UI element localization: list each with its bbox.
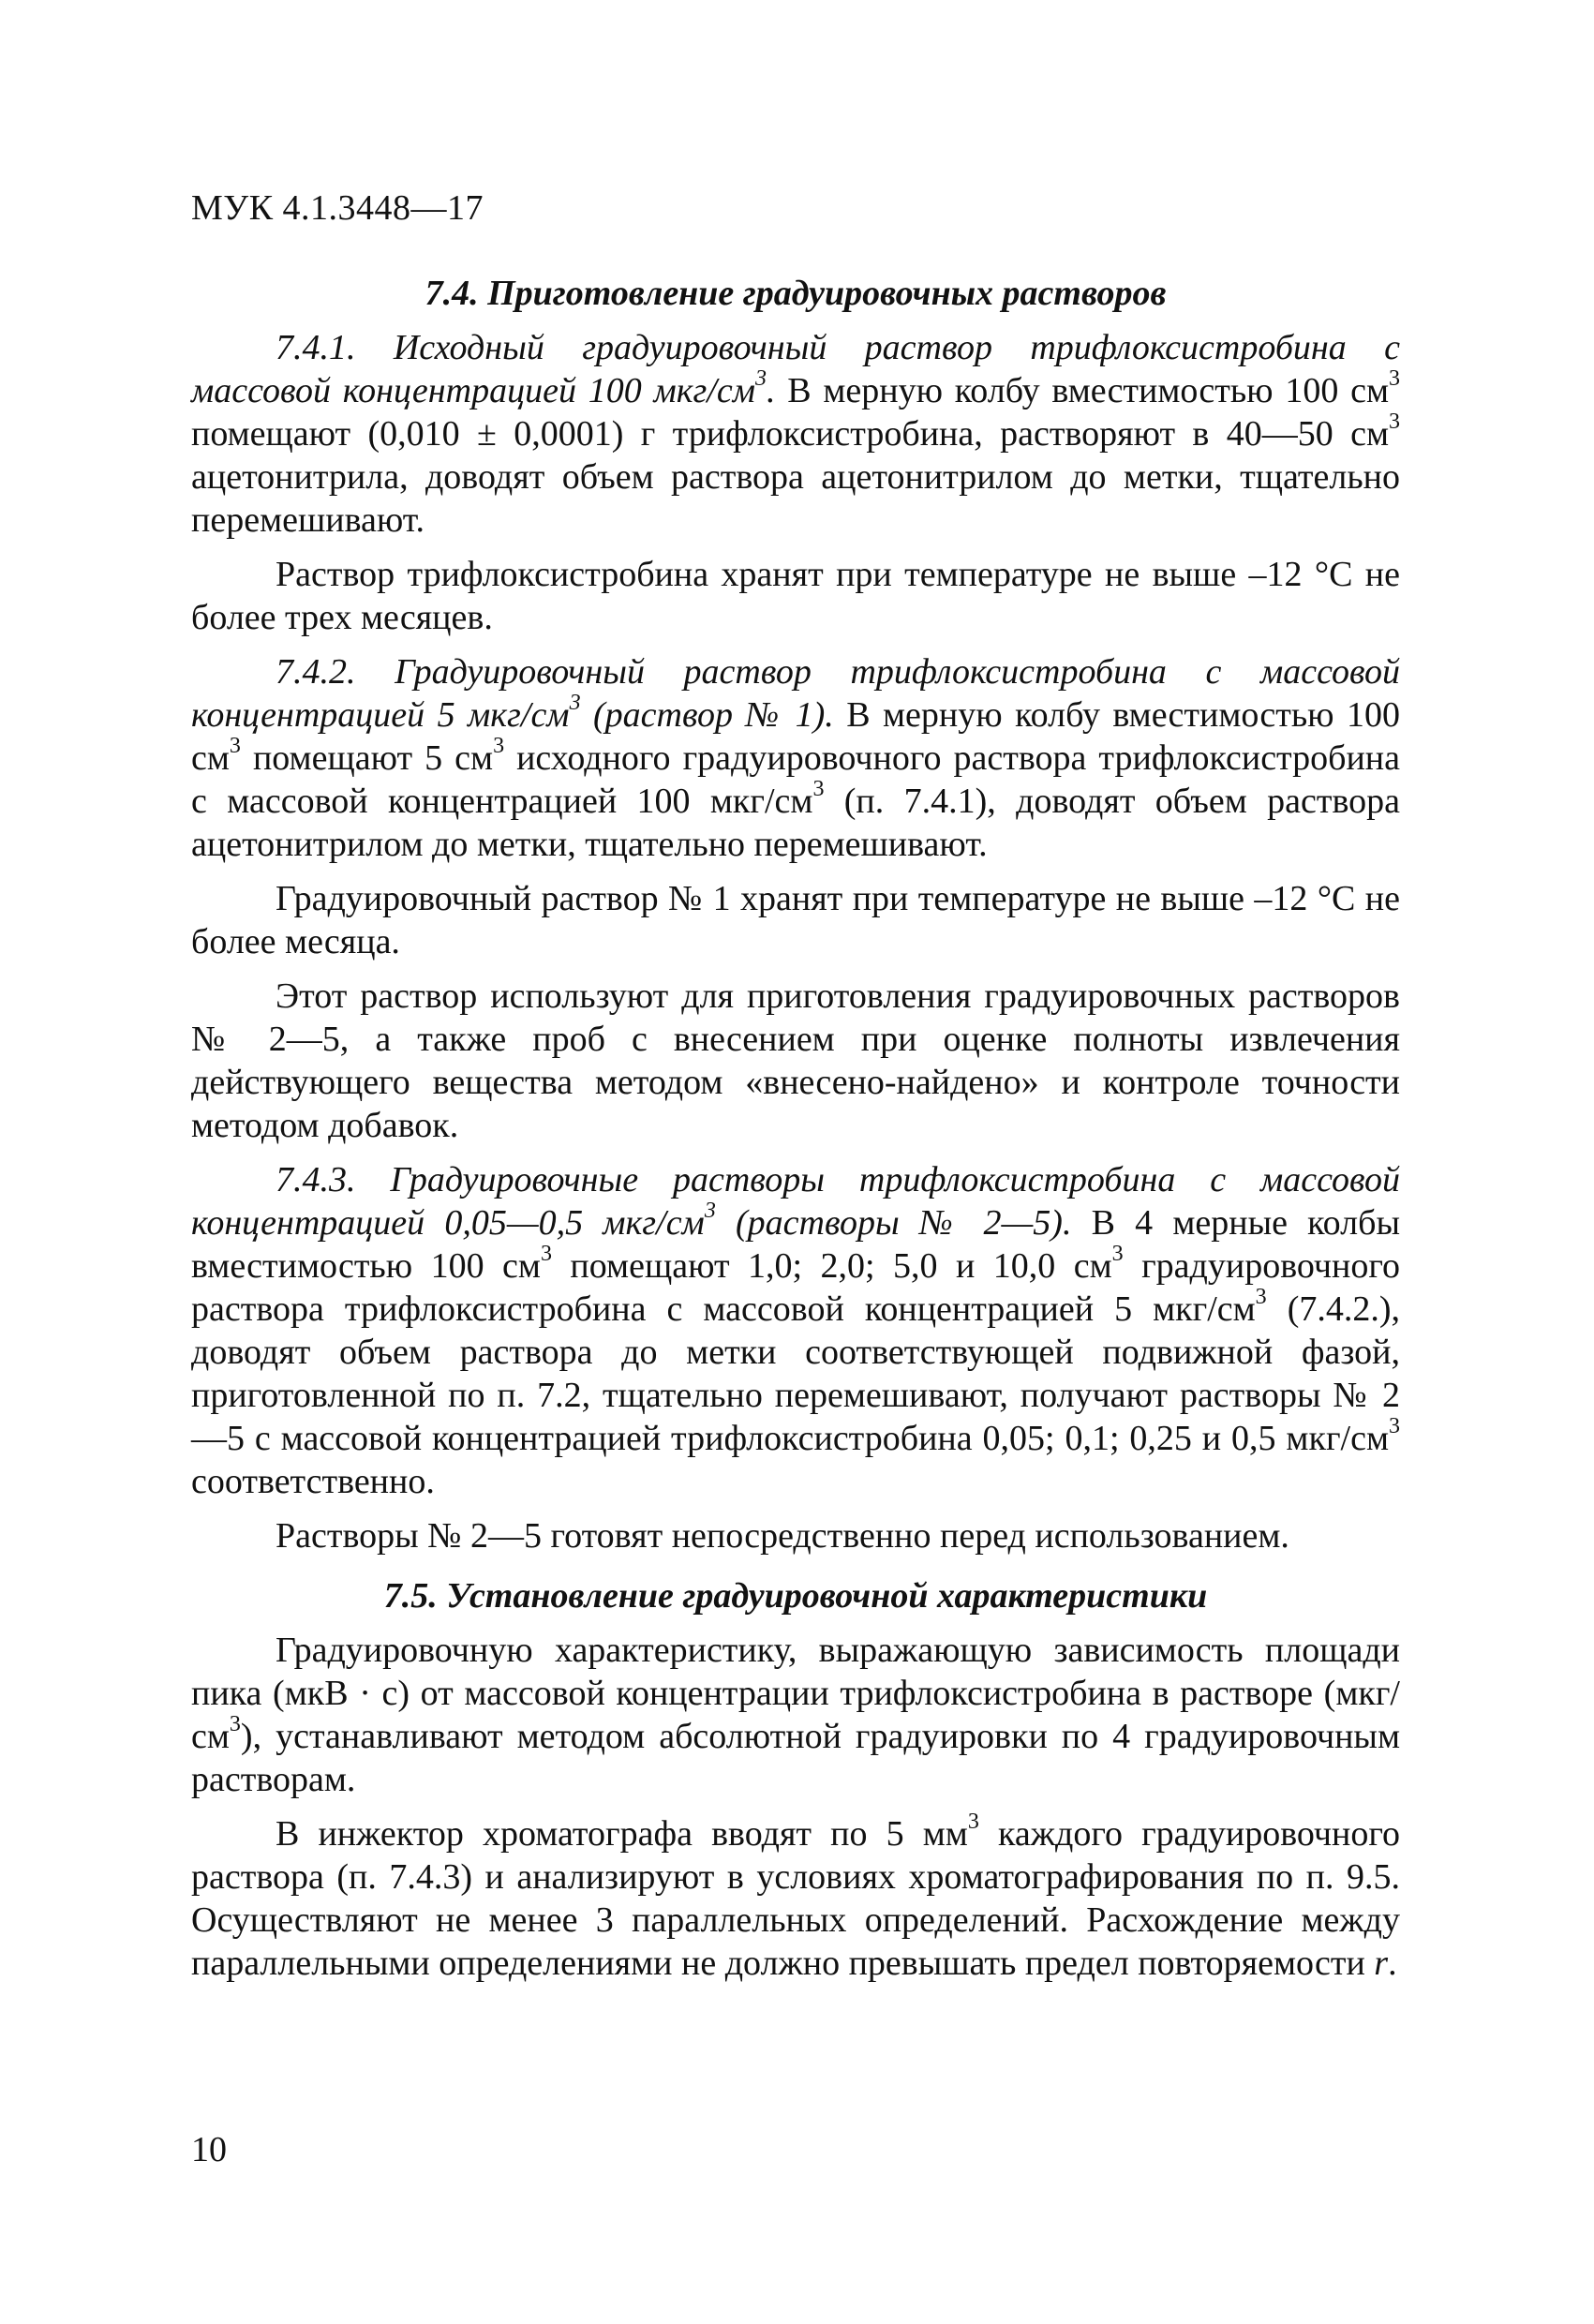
paragraph-text: В мерную колбу вместимостью 100 см (787, 371, 1389, 410)
subsection-7-4-1-title: 7.4.1. Исходный градуировочный раствор трифлоксистробина с массовой концентрацией 100 мкг/см (191, 328, 1400, 410)
superscript: 3 (493, 734, 505, 759)
superscript: 3 (229, 734, 241, 759)
paragraph-7-4-2-storage: Градуировочный раствор № 1 хранят при температуре не выше –12 °С не более месяца. (191, 879, 1400, 961)
superscript: 3 (755, 366, 767, 392)
subsection-7-4-3-title-end: (растворы № 2—5). (715, 1203, 1072, 1243)
superscript: 3 (1111, 1242, 1124, 1267)
document-body (191, 272, 1400, 1996)
paragraph-text: В инжектор хроматографа вводят по 5 мм (276, 1814, 968, 1854)
paragraph-text: (7.4.2.), доводят объем раствора до метки соответствующей подвижной фазой, приготовленной по п. 7.2, тщательно перемешивают, получают растворы № 2—5 с массовой концентрацией трифлоксистробина 0,05; 0,1; 0,25 и 0,5 мкг/см (191, 1289, 1401, 1458)
superscript: 3 (1255, 1285, 1267, 1310)
superscript: 3 (1389, 1414, 1400, 1439)
paragraph-text: помещают 5 см (240, 738, 494, 778)
paragraph-text: соответственно. (191, 1462, 435, 1501)
superscript: 3 (704, 1199, 716, 1224)
superscript: 3 (967, 1810, 979, 1835)
document-code-header: МУК 4.1.3448—17 (191, 188, 484, 228)
superscript: 3 (229, 1712, 241, 1737)
section-7-5-heading: 7.5. Установление градуировочной характеристики (383, 1576, 1208, 1616)
superscript: 3 (569, 691, 581, 716)
paragraph-text: исходного градуировочного раствора трифлоксистробина с массовой концентрацией 100 мкг/см (191, 738, 1400, 821)
paragraph-text: В мерную колбу вместимостью 100 см (191, 695, 1400, 778)
superscript: 3 (1389, 366, 1400, 392)
subsection-7-4-2-title-end: (раствор № 1). (580, 695, 834, 735)
superscript: 3 (812, 777, 825, 802)
paragraph-7-4-1: 7.4.1. Исходный градуировочный раствор трифлоксистробина с массовой концентрацией 100 мкг/$см^3$. В мерную колбу вместимостью 100 $см^3$ помещают (0,010 ± 0,0001) г трифлоксистробина, растворяют в 40—50 $см^3$ ацетонитрила, доводят объем раствора ацетонитрилом до метки, тщательно перемешивают. (191, 328, 1400, 540)
subsection-7-4-3-title: 7.4.3. Градуировочные растворы трифлоксистробина с массовой концентрацией 0,05—0,5 мкг/см (191, 1160, 1400, 1243)
paragraph-7-4-3-note: Растворы № 2—5 готовят непосредственно перед использованием. (276, 1516, 1289, 1556)
paragraph-7-4-2-usage: Этот раствор используют для приготовления градуировочных растворов № 2—5, а также проб с внесением при оценке полноты извлечения действующего вещества методом «внесено-найдено» и контроле точности методом добавок. (191, 976, 1400, 1145)
paragraph-text: . (1388, 1944, 1397, 1983)
paragraph-7-4-3 (191, 1158, 1400, 1503)
paragraph-7-4-2 (191, 650, 1400, 866)
page-number: 10 (191, 2130, 227, 2169)
paragraph-text: каждого градуировочного раствора (п. 7.4.3) и анализируют в условиях хроматографирования по п. 9.5. Осуществляют не менее 3 параллельных определений. Расхождение между параллельными определениями не должно превышать предел повторяемости (191, 1814, 1401, 1983)
paragraph-text: градуировочного раствора трифлоксистробина с массовой концентрацией 5 мкг/см (191, 1246, 1400, 1329)
paragraph-text: помещают 1,0; 2,0; 5,0 и 10,0 см (551, 1246, 1112, 1286)
paragraph-7-4-1-storage: Раствор трифлоксистробина хранят при температуре не выше –12 °С не более трех месяцев. (191, 555, 1400, 637)
repeatability-symbol: r (1374, 1944, 1389, 1983)
paragraph-text: (п. 7.4.1), доводят объем раствора ацетонитрилом до метки, тщательно перемешивают. (191, 782, 1400, 864)
paragraph-text: ацетонитрила, доводят объем раствора ацетонитрилом до метки, тщательно перемешивают. (191, 457, 1400, 540)
superscript: 3 (1389, 410, 1400, 435)
superscript: 3 (540, 1242, 552, 1267)
paragraph-text: помещают (0,010 ± 0,0001) г трифлоксистробина, растворяют в 40—50 см (191, 414, 1389, 454)
section-7-4-heading: 7.4. Приготовление градуировочных растворов (425, 274, 1167, 313)
paragraph-7-5-1 (191, 1629, 1400, 1801)
paragraph-7-5-2 (191, 1812, 1400, 1985)
paragraph-text: ), устанавливают методом абсолютной градуировки по 4 градуировочным растворам. (191, 1717, 1400, 1799)
paragraph-text: Градуировочную характеристику, выражающую зависимость площади пика (мкВ · с) от массовой концентрации трифлоксистробина в растворе (мкг/см (191, 1631, 1400, 1756)
paragraph-text: В 4 мерные колбы вместимостью 100 см (191, 1203, 1401, 1286)
subsection-7-4-2-title: 7.4.2. Градуировочный раствор трифлоксистробина с массовой концентрацией 5 мкг/см (191, 652, 1400, 735)
